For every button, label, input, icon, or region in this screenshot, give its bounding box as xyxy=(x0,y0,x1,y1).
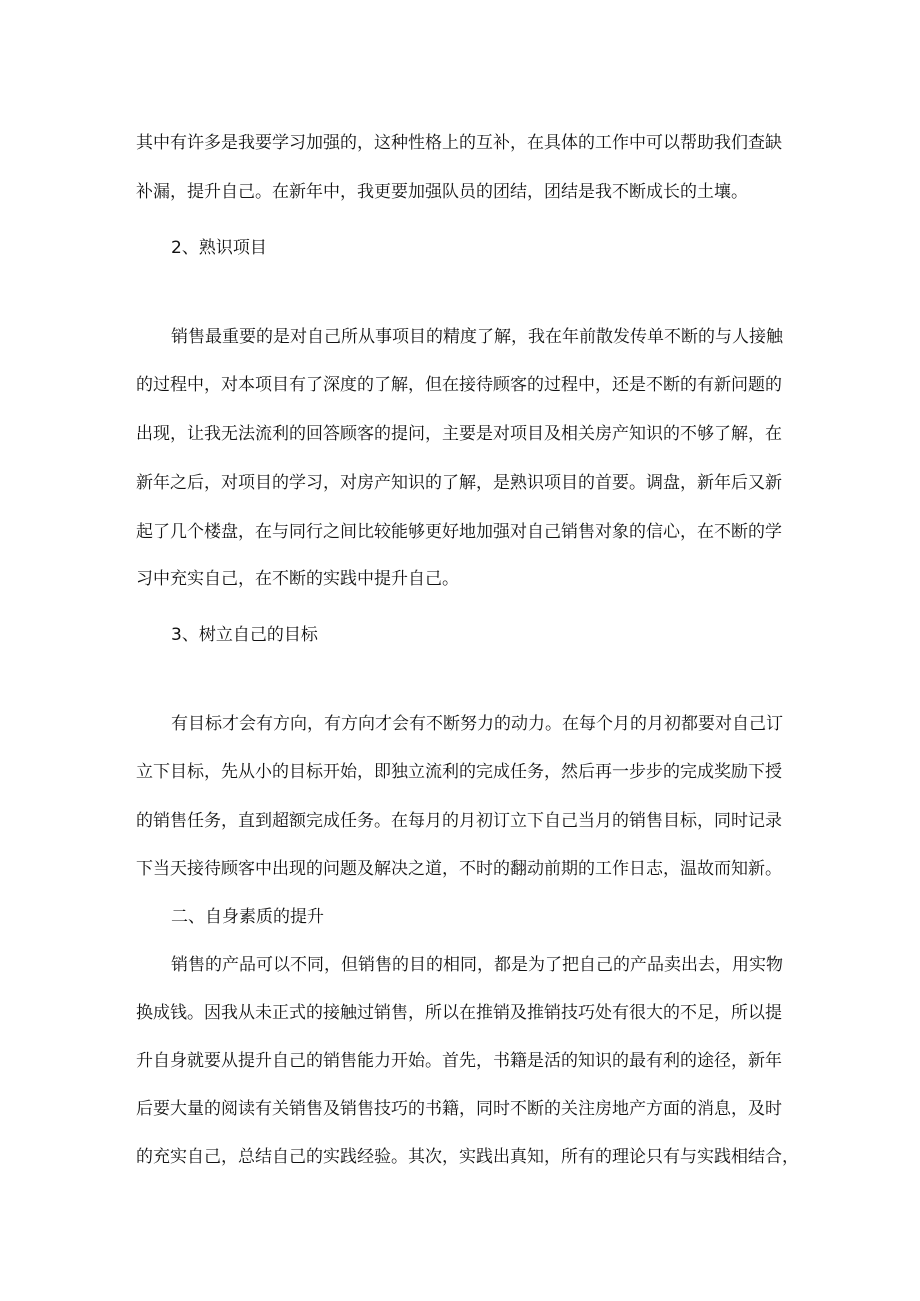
heading-set-goals: 3、树立自己的目标 xyxy=(171,625,318,645)
paragraph-4-line-3: 升自身就要从提升自己的销售能力开始。首先，书籍是活的知识的最有利的途径，新年 xyxy=(136,1051,782,1071)
paragraph-2-line-4: 新年之后，对项目的学习，对房产知识的了解，是熟识项目的首要。调盘，新年后又新 xyxy=(136,473,782,493)
paragraph-3-line-3: 的销售任务，直到超额完成任务。在每月的月初订立下自己当月的销售目标，同时记录 xyxy=(136,811,782,831)
paragraph-1-line-1: 其中有许多是我要学习加强的，这种性格上的互补，在具体的工作中可以帮助我们查缺 xyxy=(136,133,782,153)
paragraph-3-line-2: 立下目标，先从小的目标开始，即独立流利的完成任务，然后再一步步的完成奖励下授 xyxy=(136,762,782,782)
paragraph-2-line-1: 销售最重要的是对自己所从事项目的精度了解，我在年前散发传单不断的与人接触 xyxy=(171,327,783,347)
paragraph-4-line-2: 换成钱。因我从未正式的接触过销售，所以在推销及推销技巧处有很大的不足，所以提 xyxy=(136,1003,782,1023)
paragraph-2-line-3: 出现，让我无法流利的回答顾客的提问，主要是对项目及相关房产知识的不够了解，在 xyxy=(136,424,782,444)
paragraph-1-line-2: 补漏，提升自己。在新年中，我更要加强队员的团结，团结是我不断成长的土壤。 xyxy=(136,182,748,202)
paragraph-4-line-4: 后要大量的阅读有关销售及销售技巧的书籍，同时不断的关注房地产方面的消息，及时 xyxy=(136,1099,782,1119)
heading-familiar-project: 2、熟识项目 xyxy=(171,238,267,258)
paragraph-3-line-4: 下当天接待顾客中出现的问题及解决之道，不时的翻动前期的工作日志，温故而知新。 xyxy=(136,859,782,879)
section-heading-self-improvement: 二、自身素质的提升 xyxy=(171,907,324,927)
paragraph-2-line-6: 习中充实自己，在不断的实践中提升自己。 xyxy=(136,569,459,589)
paragraph-2-line-2: 的过程中，对本项目有了深度的了解，但在接待顾客的过程中，还是不断的有新问题的 xyxy=(136,375,782,395)
paragraph-4-line-5: 的充实自己，总结自己的实践经验。其次，实践出真知，所有的理论只有与实践相结合， xyxy=(136,1147,799,1167)
paragraph-4-line-1: 销售的产品可以不同，但销售的目的相同，都是为了把自己的产品卖出去，用实物 xyxy=(171,955,783,975)
paragraph-3-line-1: 有目标才会有方向，有方向才会有不断努力的动力。在每个月的月初都要对自己订 xyxy=(171,714,783,734)
paragraph-2-line-5: 起了几个楼盘，在与同行之间比较能够更好地加强对自己销售对象的信心，在不断的学 xyxy=(136,522,782,542)
